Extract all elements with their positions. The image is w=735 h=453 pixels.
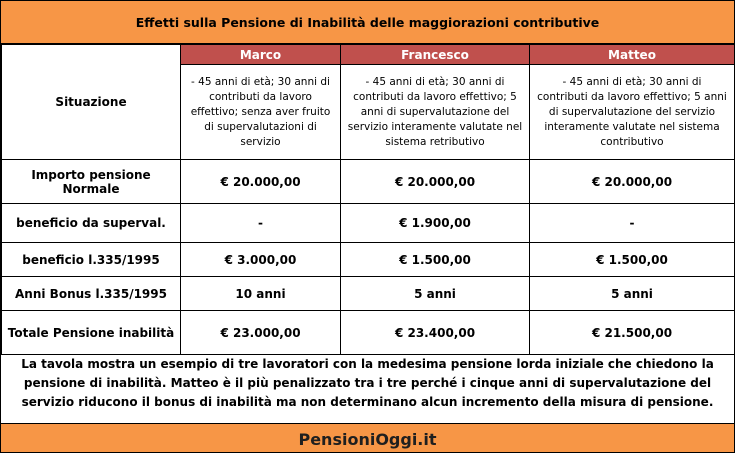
person-name-matteo: Matteo	[530, 45, 735, 65]
situation-header: Situazione	[2, 45, 181, 160]
table-row	[2, 277, 735, 311]
table-row	[2, 204, 735, 243]
row-value: € 23.400,00	[341, 311, 530, 355]
person-name-francesco: Francesco	[341, 45, 530, 65]
row-value: € 20.000,00	[530, 160, 735, 204]
table-row	[2, 243, 735, 277]
footer-source: PensioniOggi.it	[1, 423, 734, 453]
row-value: € 21.500,00	[530, 311, 735, 355]
row-label: beneficio da superval.	[2, 204, 181, 243]
description-francesco: - 45 anni di età; 30 anni di contributi da lavoro effettivo; 5 anni di supervalutazione del servizio interamente valutate nel sistema retributivo	[341, 65, 530, 160]
table-row	[2, 160, 735, 204]
table-title: Effetti sulla Pensione di Inabilità delle maggiorazioni contributive	[1, 1, 734, 44]
row-value: € 20.000,00	[181, 160, 341, 204]
row-value: 5 anni	[530, 277, 735, 311]
row-value: € 23.000,00	[181, 311, 341, 355]
explanatory-note: La tavola mostra un esempio di tre lavoratori con la medesima pensione lorda iniziale che chiedono la pensione di inabilità. Matteo è il più penalizzato tra i tre perché i cinque anni di supervalutazione del servizio riducono il bonus di inabilità ma non determinano alcun incremento della misura di pensione.	[1, 354, 734, 423]
row-value: € 3.000,00	[181, 243, 341, 277]
row-value: 5 anni	[341, 277, 530, 311]
row-value: -	[181, 204, 341, 243]
pension-table	[1, 44, 735, 355]
row-value: € 20.000,00	[341, 160, 530, 204]
row-value: -	[530, 204, 735, 243]
description-matteo: - 45 anni di età; 30 anni di contributi da lavoro effettivo; 5 anni di supervalutazione del servizio interamente valutate nel sistema contributivo	[530, 65, 735, 160]
row-label: beneficio l.335/1995	[2, 243, 181, 277]
header-names-row	[2, 45, 735, 65]
row-value: € 1.500,00	[530, 243, 735, 277]
row-label: Anni Bonus l.335/1995	[2, 277, 181, 311]
row-label: Importo pensione Normale	[2, 160, 181, 204]
row-value: € 1.500,00	[341, 243, 530, 277]
person-name-marco: Marco	[181, 45, 341, 65]
row-value: 10 anni	[181, 277, 341, 311]
row-label: Totale Pensione inabilità	[2, 311, 181, 355]
description-marco: - 45 anni di età; 30 anni di contributi da lavoro effettivo; senza aver fruito di supervalutazioni di servizio	[181, 65, 341, 160]
row-value: € 1.900,00	[341, 204, 530, 243]
table-row	[2, 311, 735, 355]
